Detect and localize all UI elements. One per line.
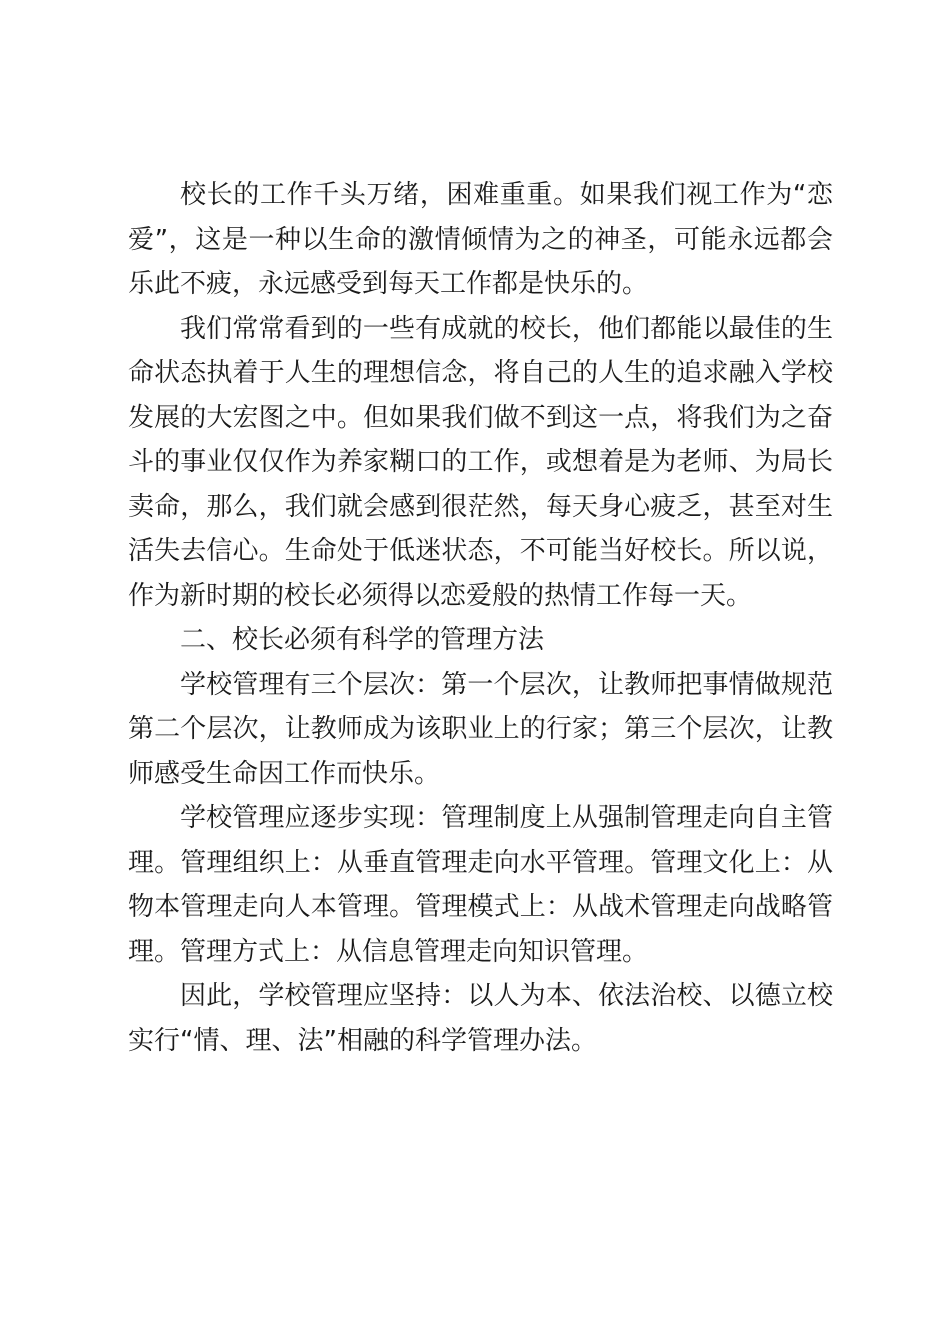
section-heading: 二、校长必须有科学的管理方法 xyxy=(180,625,545,655)
document-body xyxy=(128,173,833,1063)
body-paragraph: 学校管理有三个层次：第一个层次，让教师把事情做规范第二个层次，让教师成为该职业上的行家；第三个层次，让教师感受生命因工作而快乐。 xyxy=(128,669,833,789)
body-paragraph: 学校管理应逐步实现：管理制度上从强制管理走向自主管理。管理组织上：从垂直管理走向水平管理。管理文化上：从物本管理走向人本管理。管理模式上：从战术管理走向战略管理。管理方式上：从信息管理走向知识管理。 xyxy=(128,803,833,967)
body-paragraph: 我们常常看到的一些有成就的校长，他们都能以最佳的生命状态执着于人生的理想信念，将自己的人生的追求融入学校发展的大宏图之中。但如果我们做不到这一点，将我们为之奋斗的事业仅仅作为养家糊口的工作，或想着是为老师、为局长卖命，那么，我们就会感到很茫然，每天身心疲乏，甚至对生活失去信心。生命处于低迷状态，不可能当好校长。所以说，作为新时期的校长必须得以恋爱般的热情工作每一天。 xyxy=(128,313,833,611)
body-paragraph: 校长的工作千头万绪，困难重重。如果我们视工作为“恋爱”，这是一种以生命的激情倾情为之的神圣，可能永远都会乐此不疲，永远感受到每天工作都是快乐的。 xyxy=(128,180,833,299)
body-paragraph: 因此，学校管理应坚持：以人为本、依法治校、以德立校实行“情、理、法”相融的科学管理办法。 xyxy=(128,981,833,1056)
